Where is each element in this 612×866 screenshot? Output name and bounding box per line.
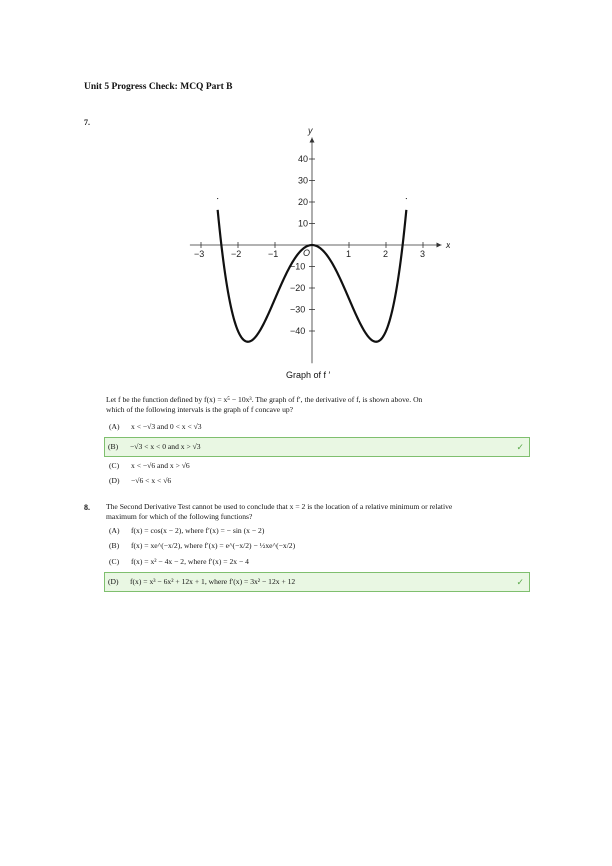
data-point	[217, 198, 218, 199]
graph-axes	[190, 128, 450, 363]
option-label: (A)	[109, 526, 120, 535]
option-label: (D)	[109, 476, 120, 485]
derivative-graph	[180, 128, 450, 368]
option-label: (B)	[109, 541, 120, 550]
option-text: −√6 < x < √6	[131, 476, 172, 485]
q8-option-c[interactable]	[106, 555, 530, 568]
question-7-prompt	[106, 395, 536, 415]
data-point	[230, 304, 231, 305]
q8-option-a[interactable]	[106, 524, 530, 537]
y-axis-label: y	[308, 128, 313, 136]
y-tick-label: 20	[298, 197, 309, 207]
x-tick-label: 1	[346, 249, 352, 259]
data-point	[363, 330, 364, 331]
x-tick-label: −1	[268, 249, 279, 259]
option-text: x < −√6 and x > √6	[131, 461, 190, 470]
x-axis-arrow	[437, 243, 442, 248]
page-title: Unit 5 Progress Check: MCQ Part B	[84, 82, 233, 92]
x-tick-label: −3	[194, 249, 205, 259]
question-8-prompt-line-2: maximum for which of the following functions?	[106, 512, 253, 521]
y-axis-arrow	[310, 138, 315, 143]
option-label: (D)	[108, 577, 119, 586]
data-point	[237, 330, 238, 331]
data-point	[247, 341, 248, 342]
y-tick-label: −20	[290, 283, 306, 293]
option-text: −√3 < x < 0 and x > √3	[130, 442, 201, 451]
data-point	[311, 244, 312, 245]
question-8-prompt-line-1: The Second Derivative Test cannot be used to conclude that x = 2 is the location of a relative minimum or relative	[106, 502, 453, 511]
data-point	[348, 298, 349, 299]
question-7-prompt-line-1: Let f be the function defined by f(x) = x⁵ − 10x³. The graph of f′, the derivative of f, is shown above. On	[106, 395, 423, 404]
option-label: (A)	[109, 422, 120, 431]
x-tick-label: 3	[420, 249, 426, 259]
data-point	[393, 304, 394, 305]
question-7-number: 7.	[84, 118, 90, 127]
question-8-number: 8.	[84, 503, 90, 512]
question-7-prompt-line-2: which of the following intervals is the graph of f concave up?	[106, 405, 294, 414]
data-point	[223, 259, 224, 260]
y-tick-label: −40	[290, 326, 306, 336]
data-point	[400, 259, 401, 260]
graph-caption: Graph of f ′	[286, 370, 331, 380]
question-8-prompt	[106, 502, 546, 522]
y-tick-label: 40	[298, 154, 309, 164]
correct-check-icon: ✓	[516, 442, 524, 452]
data-point	[260, 330, 261, 331]
q8-option-b[interactable]	[106, 539, 530, 552]
q7-option-c[interactable]	[106, 459, 530, 472]
option-text: f(x) = x² − 4x − 2, where f′(x) = 2x − 4	[131, 557, 249, 566]
option-text: f(x) = cos(x − 2), where f′(x) = − sin (x − 2)	[131, 526, 265, 535]
y-tick-label: −10	[290, 261, 306, 272]
q7-option-b[interactable]	[104, 437, 530, 457]
y-tick-label: 10	[298, 218, 309, 229]
x-tick-label: −2	[231, 249, 242, 259]
y-tick-label: 30	[298, 175, 309, 186]
option-text: x < −√3 and 0 < x < √3	[131, 422, 202, 431]
y-tick-label: −30	[290, 304, 306, 315]
option-label: (C)	[109, 461, 120, 470]
data-point	[334, 266, 335, 267]
option-text: f(x) = x³ − 6x² + 12x + 1, where f′(x) = 3x² − 12x + 12	[130, 577, 296, 586]
x-axis-label: x	[445, 240, 450, 250]
data-point	[385, 330, 386, 331]
q7-option-d[interactable]	[106, 474, 530, 487]
correct-check-icon: ✓	[516, 577, 524, 587]
option-label: (B)	[108, 442, 119, 451]
q8-option-d[interactable]	[104, 572, 530, 592]
data-point	[274, 298, 275, 299]
x-tick-label: 2	[383, 249, 389, 259]
option-label: (C)	[109, 557, 120, 566]
data-point	[289, 266, 290, 267]
option-text: f(x) = xe^(−x/2), where f′(x) = e^(−x/2) − ½xe^(−x/2)	[131, 541, 296, 550]
data-point	[406, 198, 407, 199]
q7-option-a[interactable]	[106, 420, 530, 433]
origin-label: O	[303, 248, 311, 258]
data-point	[375, 341, 376, 342]
